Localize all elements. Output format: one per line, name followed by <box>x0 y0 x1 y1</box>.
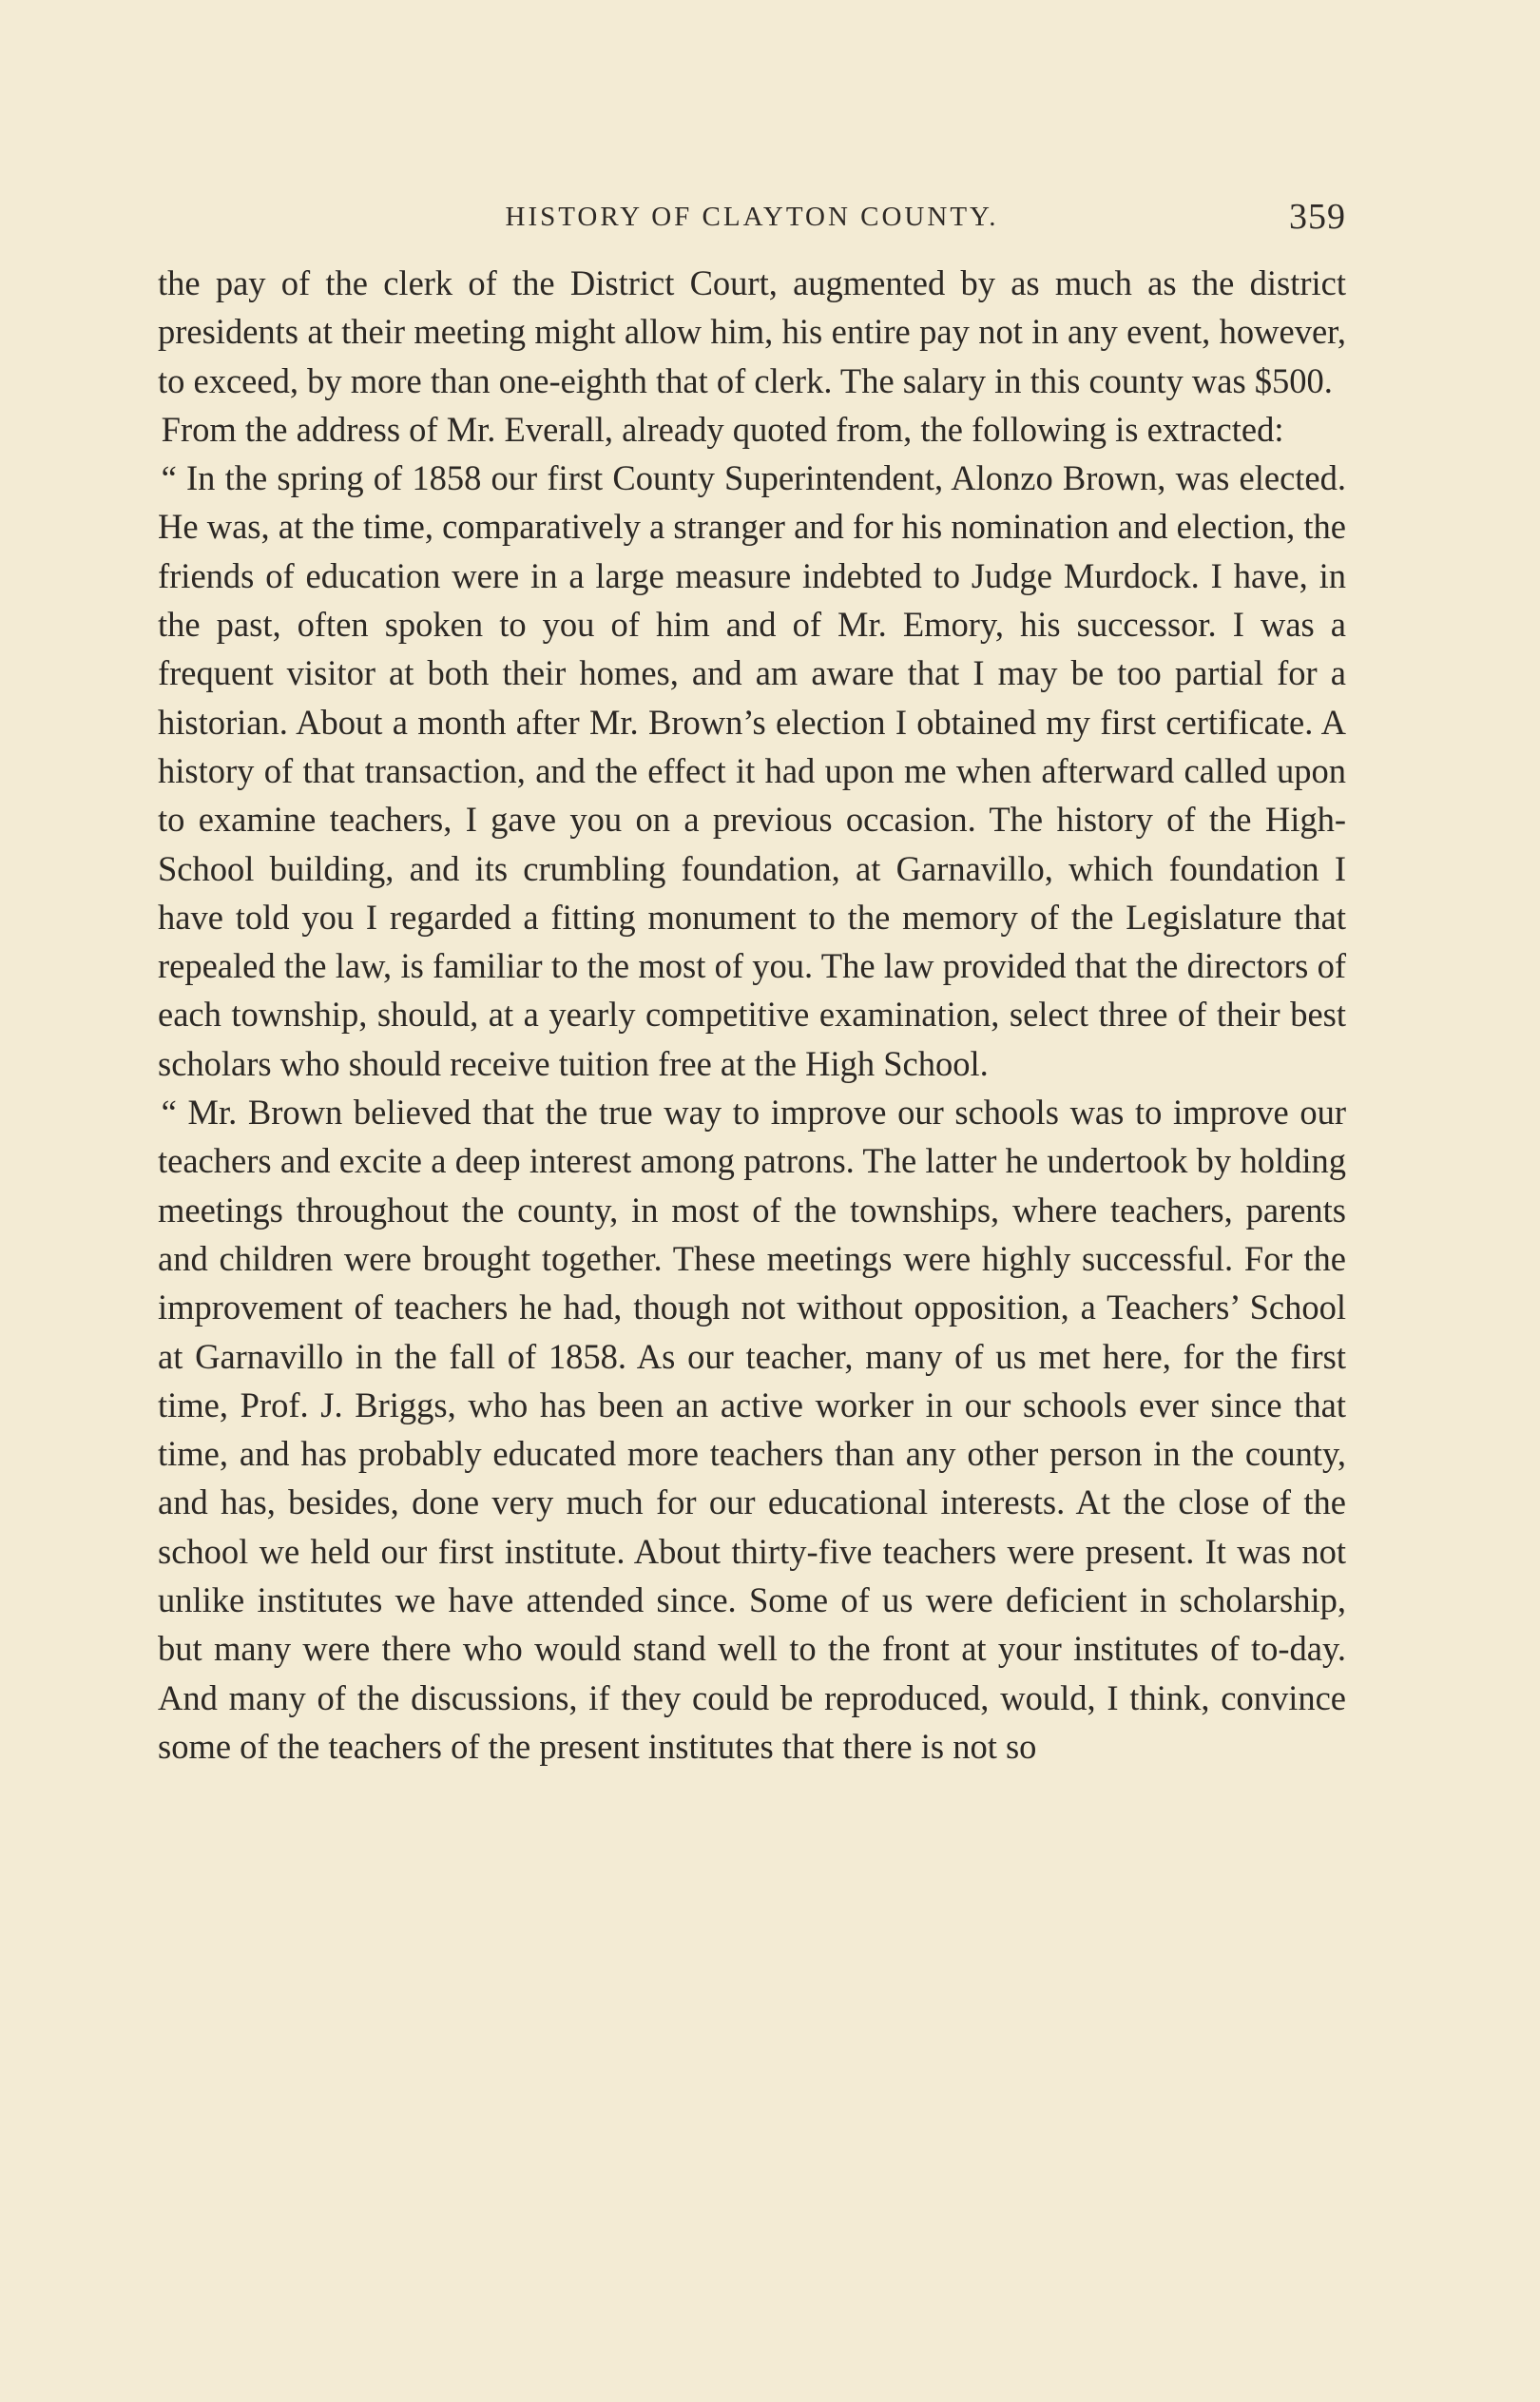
running-title: HISTORY OF CLAYTON COUNTY. <box>505 202 999 232</box>
body-text <box>158 259 1346 1771</box>
running-head <box>158 196 1346 243</box>
paragraph: the pay of the clerk of the District Court, augmented by as much as the district presidents at their meeting might allow him, his entire pay not in any event, however, to exceed, by more than one-eighth that of clerk. The salary in this county was $500. <box>158 263 1346 400</box>
paragraph: “ Mr. Brown believed that the true way to improve our schools was to improve our teachers and excite a deep interest among patrons. The latter he undertook by holding meetings throughout the county, in most of the townships, where teachers, parents and children were brought together. These meetings were highly successful. For the improvement of teachers he had, though not without opposition, a Teachers’ School at Garnavillo in the fall of 1858. As our teacher, many of us met here, for the first time, Prof. J. Briggs, who has been an active worker in our schools ever since that time, and has probably educated more teachers than any other person in the county, and has, besides, done very much for our educational interests. At the close of the school we held our first institute. About thirty-five teachers were present. It was not unlike institutes we have attended since. Some of us were deficient in scholarship, but many were there who would stand well to the front at your institutes of to-day. And many of the discussions, if they could be reproduced, would, I think, convince some of the teachers of the present institutes that there is not so <box>158 1093 1346 1766</box>
paragraph: “ In the spring of 1858 our first County Superintendent, Alonzo Brown, was elected. He was, at the time, comparatively a stranger and for his nomination and election, the friends of education were in a large measure indebted to Judge Murdock. I have, in the past, often spoken to you of him and of Mr. Emory, his successor. I was a frequent visitor at both their homes, and am aware that I may be too partial for a historian. About a month after Mr. Brown’s election I obtained my first certificate. A history of that transaction, and the effect it had upon me when afterward called upon to examine teachers, I gave you on a previous occasion. The history of the High-School building, and its crumbling foundation, at Garnavillo, which foundation I have told you I regarded a fitting monument to the memory of the Legislature that repealed the law, is familiar to the most of you. The law provided that the directors of each township, should, at a yearly competitive examination, select three of their best scholars who should receive tuition free at the High School. <box>158 458 1346 1083</box>
page-number: 359 <box>1289 197 1346 237</box>
paragraph: From the address of Mr. Everall, already quoted from, the following is extracted: <box>161 409 1284 449</box>
